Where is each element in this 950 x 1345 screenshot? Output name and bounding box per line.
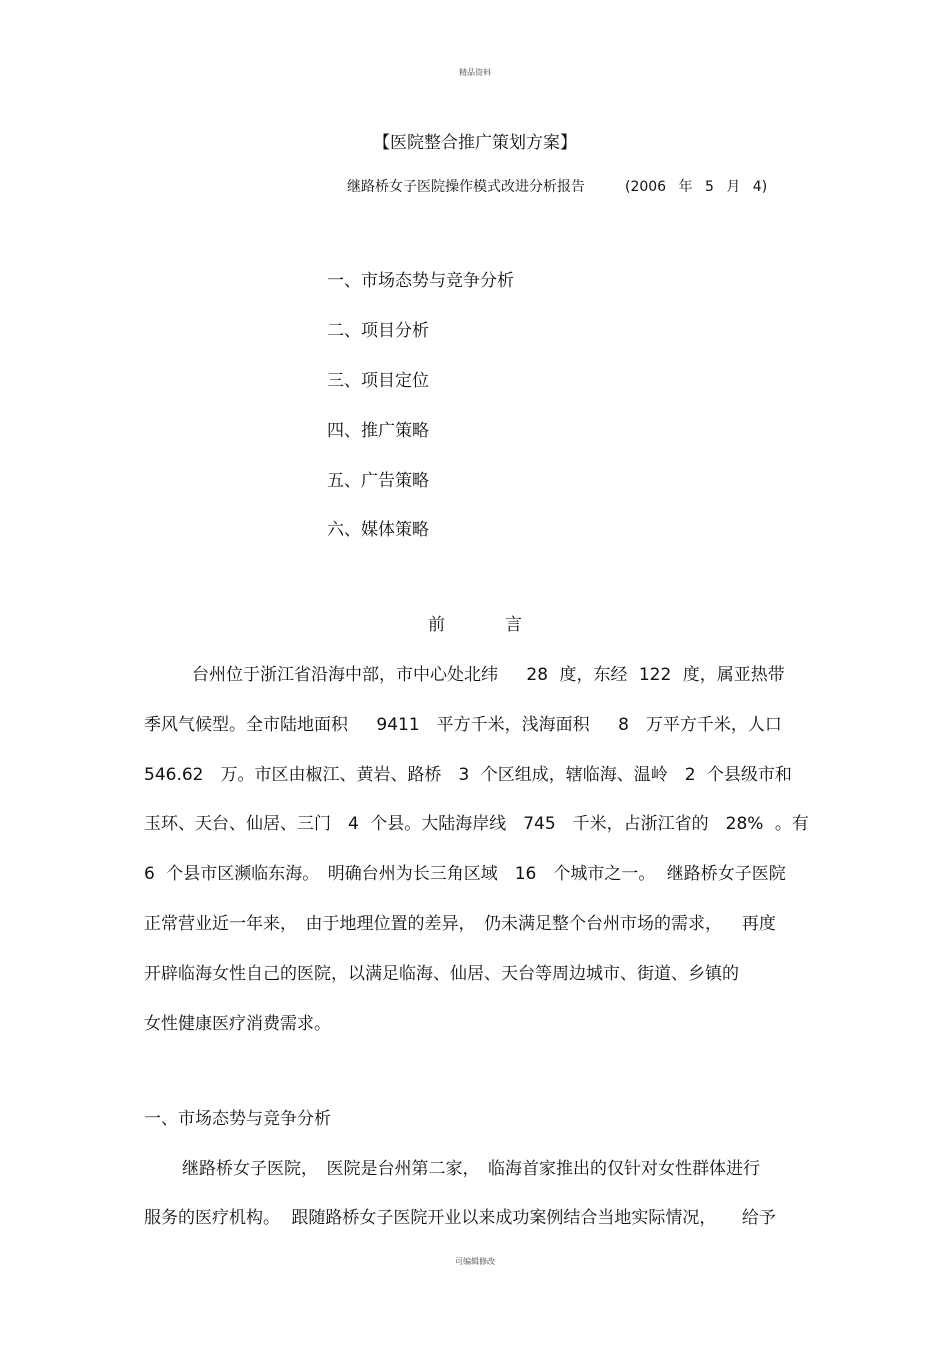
preface-line: 开辟临海女性自己的医院，以满足临海、仙居、天台等周边城市、街道、乡镇的: [144, 964, 739, 984]
toc-item: 一、市场态势与竞争分析: [327, 271, 514, 291]
document-subtitle: [347, 176, 767, 196]
document-title: 【医院整合推广策划方案】: [373, 133, 577, 153]
toc-item: 五、广告策略: [327, 471, 429, 491]
preface-line: 季风气候型。全市陆地面积 9411 平方千米，浅海面积 8 万平方千米，人口: [144, 715, 782, 735]
preface-line: 546.62 万。市区由椒江、黄岩、路桥 3 个区组成，辖临海、温岭 2 个县级市和: [144, 765, 792, 785]
preface-heading-part1: 前: [428, 615, 445, 635]
preface-line: 玉环、天台、仙居、三门 4 个县。大陆海岸线 745 千米，占浙江省的 28% 。有: [144, 814, 809, 834]
section-line: 服务的医疗机构。 跟随路桥女子医院开业以来成功案例结合当地实际情况， 给予: [144, 1208, 776, 1228]
toc-item: 三、项目定位: [327, 371, 429, 391]
preface-heading: [428, 610, 522, 635]
toc-item: 二、项目分析: [327, 321, 429, 341]
preface-heading-part2: 言: [505, 615, 522, 635]
subtitle-text: 继路桥女子医院操作模式改进分析报告: [347, 179, 585, 195]
preface-line: 6 个县市区濒临东海。 明确台州为长三角区域 16 个城市之一。 继路桥女子医院: [144, 864, 786, 884]
preface-line: 女性健康医疗消费需求。: [144, 1014, 331, 1034]
preface-line: 台州位于浙江省沿海中部，市中心处北纬 28 度，东经 122 度，属亚热带: [192, 665, 785, 685]
section-line: 继路桥女子医院， 医院是台州第二家， 临海首家推出的仅针对女性群体进行: [182, 1159, 760, 1179]
footer-watermark: 可编辑修改: [455, 1257, 495, 1266]
header-watermark: 精品资料: [459, 68, 491, 77]
toc-item: 四、推广策略: [327, 421, 429, 441]
toc-item: 六、媒体策略: [327, 520, 429, 540]
section-heading: 一、市场态势与竞争分析: [144, 1109, 331, 1129]
subtitle-date: (2006 年 5 月 4): [625, 179, 768, 195]
preface-line: 正常营业近一年来， 由于地理位置的差异， 仍未满足整个台州市场的需求， 再度: [144, 914, 776, 934]
